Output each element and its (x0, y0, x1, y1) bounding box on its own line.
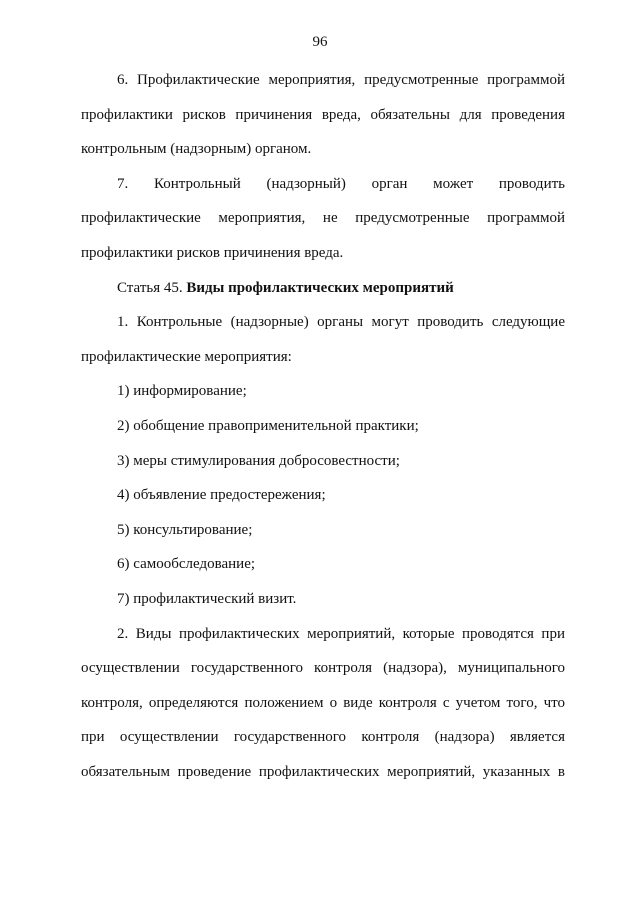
paragraph-line: обязательным проведение профилактических мероприятий, указанных в (81, 763, 565, 780)
paragraph-line: контроля, определяются положением о виде контроля с учетом того, что (81, 694, 565, 711)
paragraph-line: 7. Контрольный (надзорный) орган может проводить (117, 175, 565, 192)
article-heading (81, 271, 565, 306)
list-item: 5) консультирование; (117, 521, 253, 538)
paragraph-line: 6. Профилактические мероприятия, предусмотренные программой (117, 72, 565, 88)
paragraph-line: 1. Контрольные (надзорные) органы могут проводить следующие (117, 314, 565, 331)
list-item: 7) профилактический визит. (117, 590, 297, 607)
page-number: 96 (312, 34, 328, 50)
article-label: Статья 45. (117, 279, 183, 296)
list-item: 1) информирование; (117, 383, 247, 400)
list-item: 2) обобщение правоприменительной практики; (117, 417, 419, 434)
list-item: 6) самообследование; (117, 556, 256, 573)
paragraph-line: профилактики рисков причинения вреда, обязательны для проведения (81, 106, 565, 123)
paragraph-line: контрольным (надзорным) органом. (81, 141, 312, 158)
list-item: 4) объявление предостережения; (117, 487, 326, 504)
article-title: Виды профилактических мероприятий (186, 279, 454, 296)
paragraph-line: 2. Виды профилактических мероприятий, которые проводятся при (117, 625, 565, 642)
list-item: 3) меры стимулирования добросовестности; (117, 452, 400, 469)
paragraph-line: осуществлении государственного контроля (надзора), муниципального (81, 660, 565, 677)
document-body (81, 63, 565, 789)
paragraph-line: профилактики рисков причинения вреда. (81, 244, 344, 261)
paragraph-line: профилактические мероприятия: (81, 348, 292, 365)
paragraph-line: профилактические мероприятия, не предусмотренные программой (81, 210, 565, 227)
paragraph-line: при осуществлении государственного контроля (надзора) является (81, 729, 565, 746)
